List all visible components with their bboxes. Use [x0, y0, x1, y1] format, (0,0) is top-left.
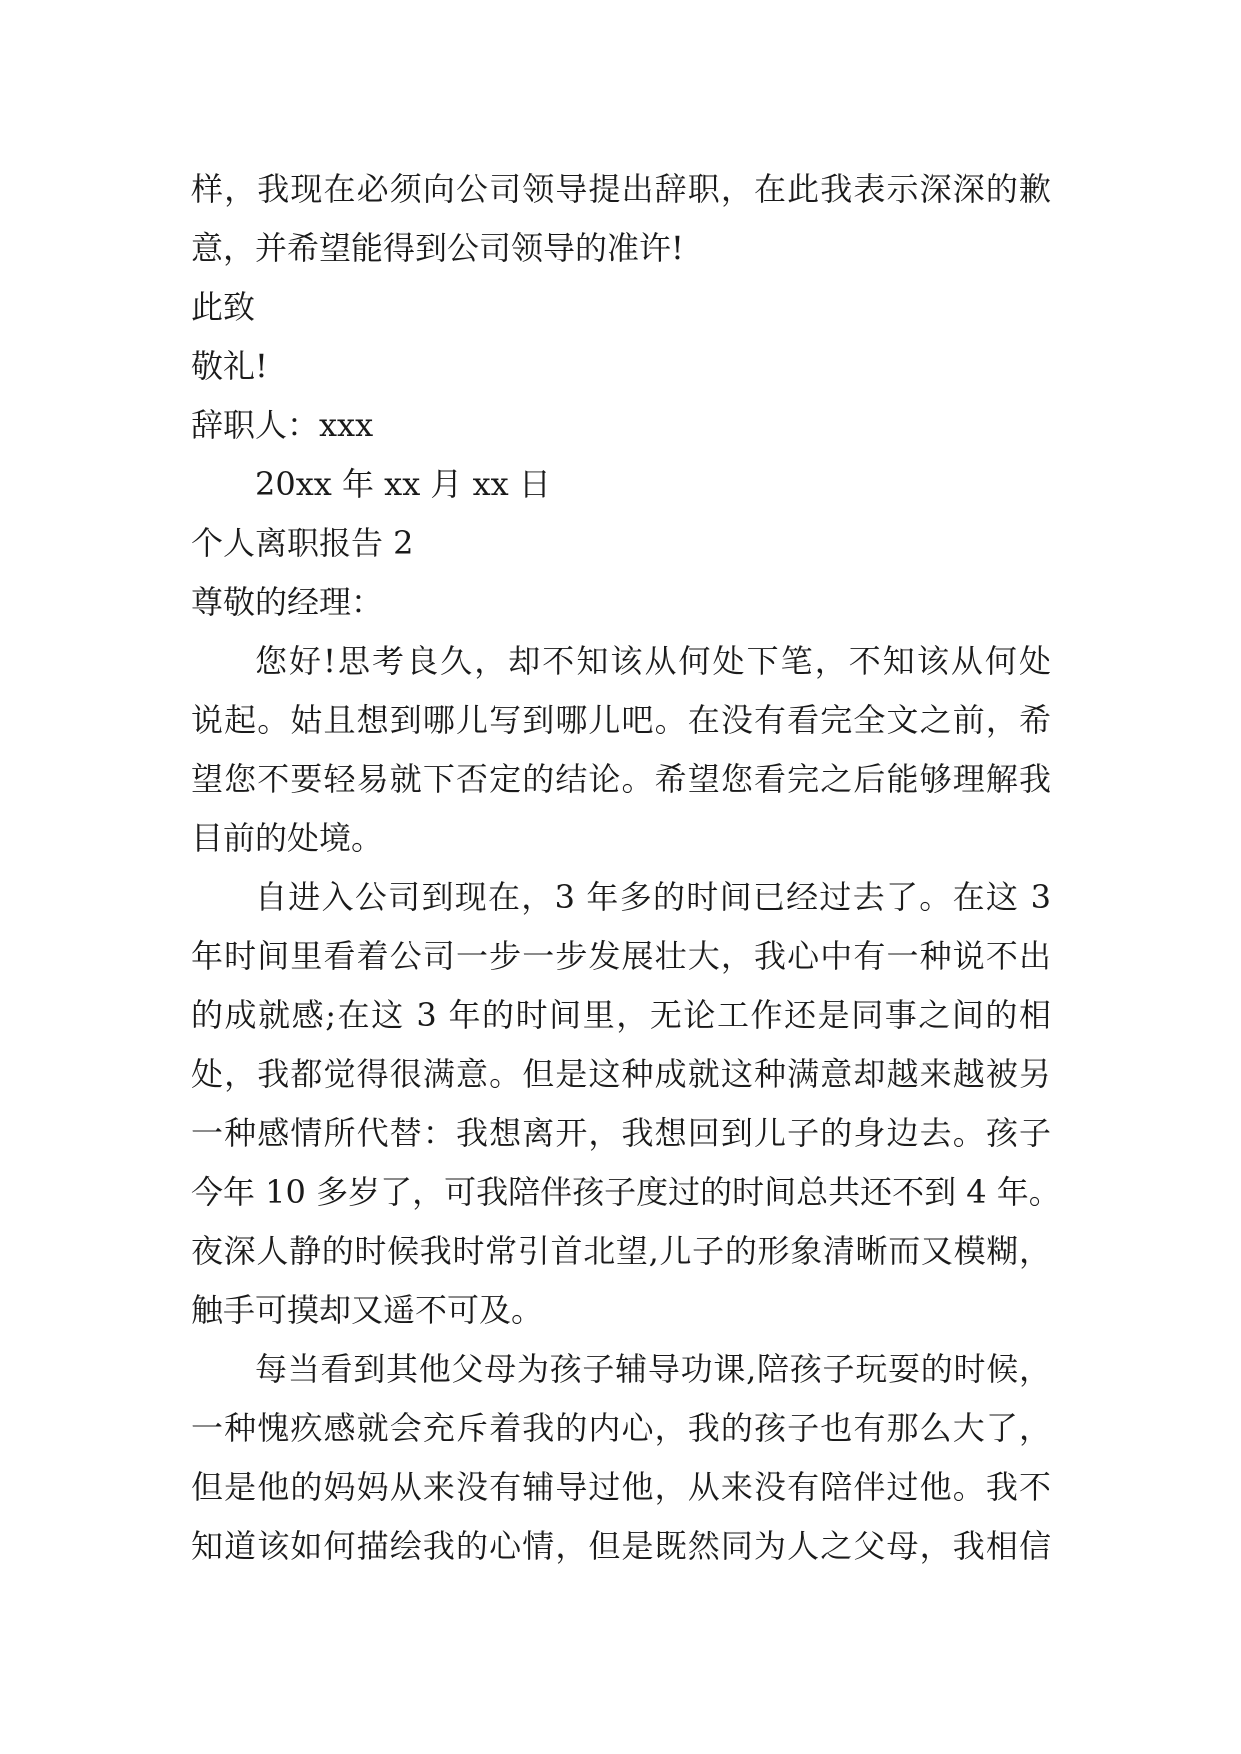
text-line: 一种愧疚感就会充斥着我的内心，我的孩子也有那么大了，	[191, 1409, 1051, 1447]
text-line: 知道该如何描绘我的心情，但是既然同为人之父母，我相信	[191, 1527, 1051, 1565]
text-line: 今年 10 多岁了，可我陪伴孩子度过的时间总共还不到 4 年。	[191, 1173, 1061, 1211]
closing-salutation: 此致	[191, 288, 256, 326]
text-line: 说起。姑且想到哪儿写到哪儿吧。在没有看完全文之前，希	[191, 701, 1051, 739]
text-line: 目前的处境。	[191, 819, 384, 857]
text-line: 样，我现在必须向公司领导提出辞职，在此我表示深深的歉	[191, 170, 1051, 208]
document-body	[191, 160, 1061, 1576]
text-line: 您好!思考良久，却不知该从何处下笔，不知该从何处	[255, 642, 1051, 680]
date-line: 20xx 年 xx 月 xx 日	[255, 465, 551, 503]
greeting-line: 尊敬的经理：	[191, 583, 384, 621]
text-line: 的成就感;在这 3 年的时间里，无论工作还是同事之间的相	[191, 996, 1051, 1034]
text-line: 望您不要轻易就下否定的结论。希望您看完之后能够理解我	[191, 760, 1051, 798]
closing-regards: 敬礼!	[191, 347, 268, 385]
section-title: 个人离职报告 2	[191, 524, 414, 562]
text-line: 一种感情所代替：我想离开，我想回到儿子的身边去。孩子	[191, 1114, 1051, 1152]
text-line: 触手可摸却又遥不可及。	[191, 1291, 544, 1329]
text-line: 夜深人静的时候我时常引首北望,儿子的形象清晰而又模糊，	[191, 1232, 1051, 1270]
signature-line: 辞职人：xxx	[191, 406, 374, 444]
text-line: 每当看到其他父母为孩子辅导功课,陪孩子玩耍的时候，	[255, 1350, 1051, 1388]
text-line: 自进入公司到现在，3 年多的时间已经过去了。在这 3	[255, 878, 1051, 916]
text-line: 意，并希望能得到公司领导的准许!	[191, 229, 684, 267]
text-line: 处，我都觉得很满意。但是这种成就这种满意却越来越被另	[191, 1055, 1051, 1093]
text-line: 但是他的妈妈从来没有辅导过他，从来没有陪伴过他。我不	[191, 1468, 1051, 1506]
text-line: 年时间里看着公司一步一步发展壮大，我心中有一种说不出	[191, 937, 1051, 975]
